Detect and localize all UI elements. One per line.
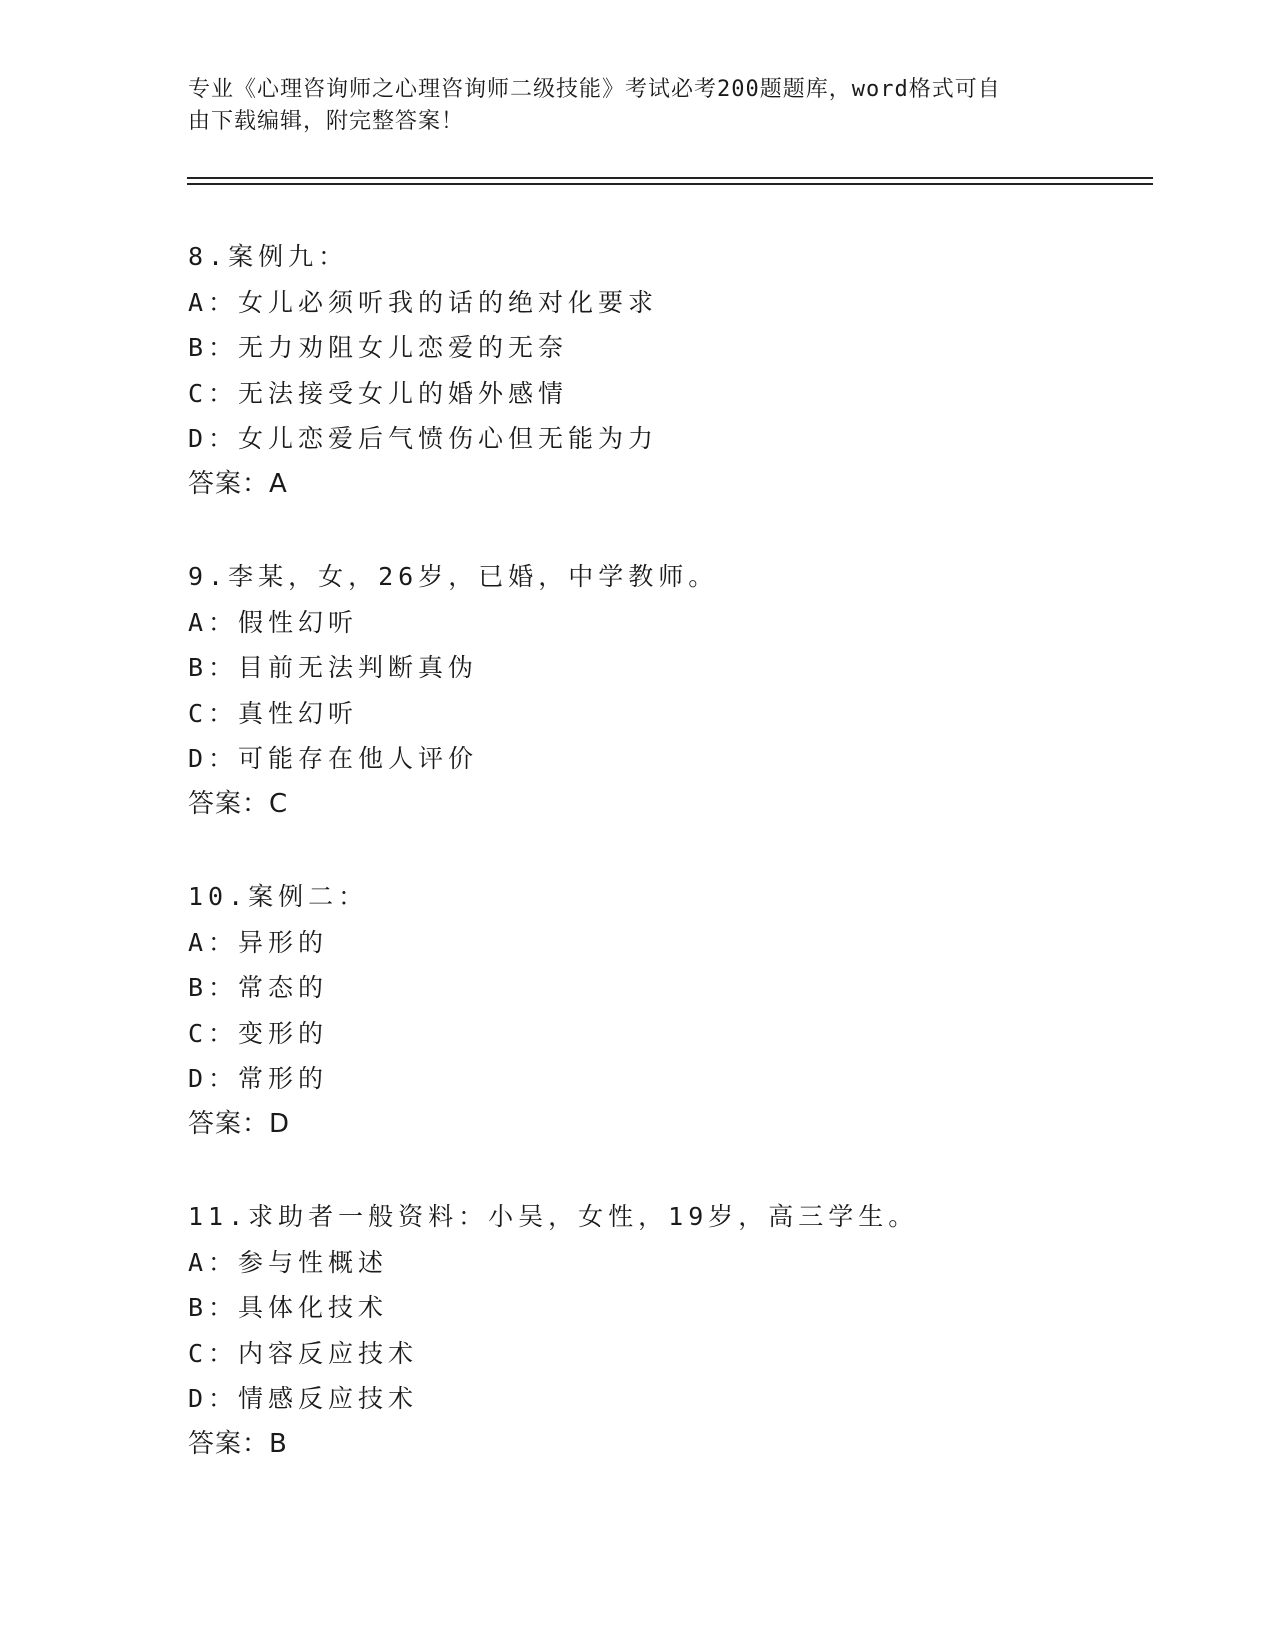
option-c: C：真性幻听 (188, 698, 359, 728)
question-stem: 8.案例九： (188, 242, 349, 271)
header-line-1: 专业《心理咨询师之心理咨询师二级技能》考试必考200题题库，word格式可自 (188, 77, 1001, 102)
question-stem: 10.案例二： (188, 882, 369, 911)
option-a: A：参与性概述 (188, 1247, 389, 1277)
option-a: A：女儿必须听我的话的绝对化要求 (188, 287, 659, 317)
answer-line: 答案：C (188, 788, 289, 819)
question-stem: 11.求助者一般资料：小吴，女性，19岁，高三学生。 (188, 1202, 919, 1231)
question-item (188, 874, 1148, 1194)
option-c: C：无法接受女儿的婚外感情 (188, 378, 569, 408)
question-item (188, 234, 1148, 554)
answer-line: 答案：B (188, 1428, 288, 1459)
question-item (188, 1194, 1148, 1514)
header-divider-bottom (187, 183, 1153, 185)
option-b: B：具体化技术 (188, 1293, 389, 1322)
question-list (188, 234, 1148, 1514)
option-a: A：假性幻听 (188, 607, 359, 637)
question-stem: 9.李某，女，26岁，已婚，中学教师。 (188, 562, 719, 591)
option-b: B：常态的 (188, 973, 329, 1002)
option-c: C：内容反应技术 (188, 1338, 419, 1368)
option-b: B：目前无法判断真伪 (188, 653, 479, 682)
option-d: D：可能存在他人评价 (188, 744, 479, 773)
option-d: D：女儿恋爱后气愤伤心但无能为力 (188, 424, 659, 453)
header-divider-top (187, 177, 1153, 179)
answer-line: 答案：A (188, 468, 288, 499)
document-header (188, 74, 1068, 138)
option-a: A：异形的 (188, 927, 329, 957)
header-line-2: 由下载编辑，附完整答案！ (188, 109, 465, 134)
option-c: C：变形的 (188, 1018, 329, 1048)
question-item (188, 554, 1148, 874)
option-b: B：无力劝阻女儿恋爱的无奈 (188, 333, 569, 362)
option-d: D：情感反应技术 (188, 1384, 419, 1413)
answer-line: 答案：D (188, 1108, 291, 1139)
option-d: D：常形的 (188, 1064, 329, 1093)
